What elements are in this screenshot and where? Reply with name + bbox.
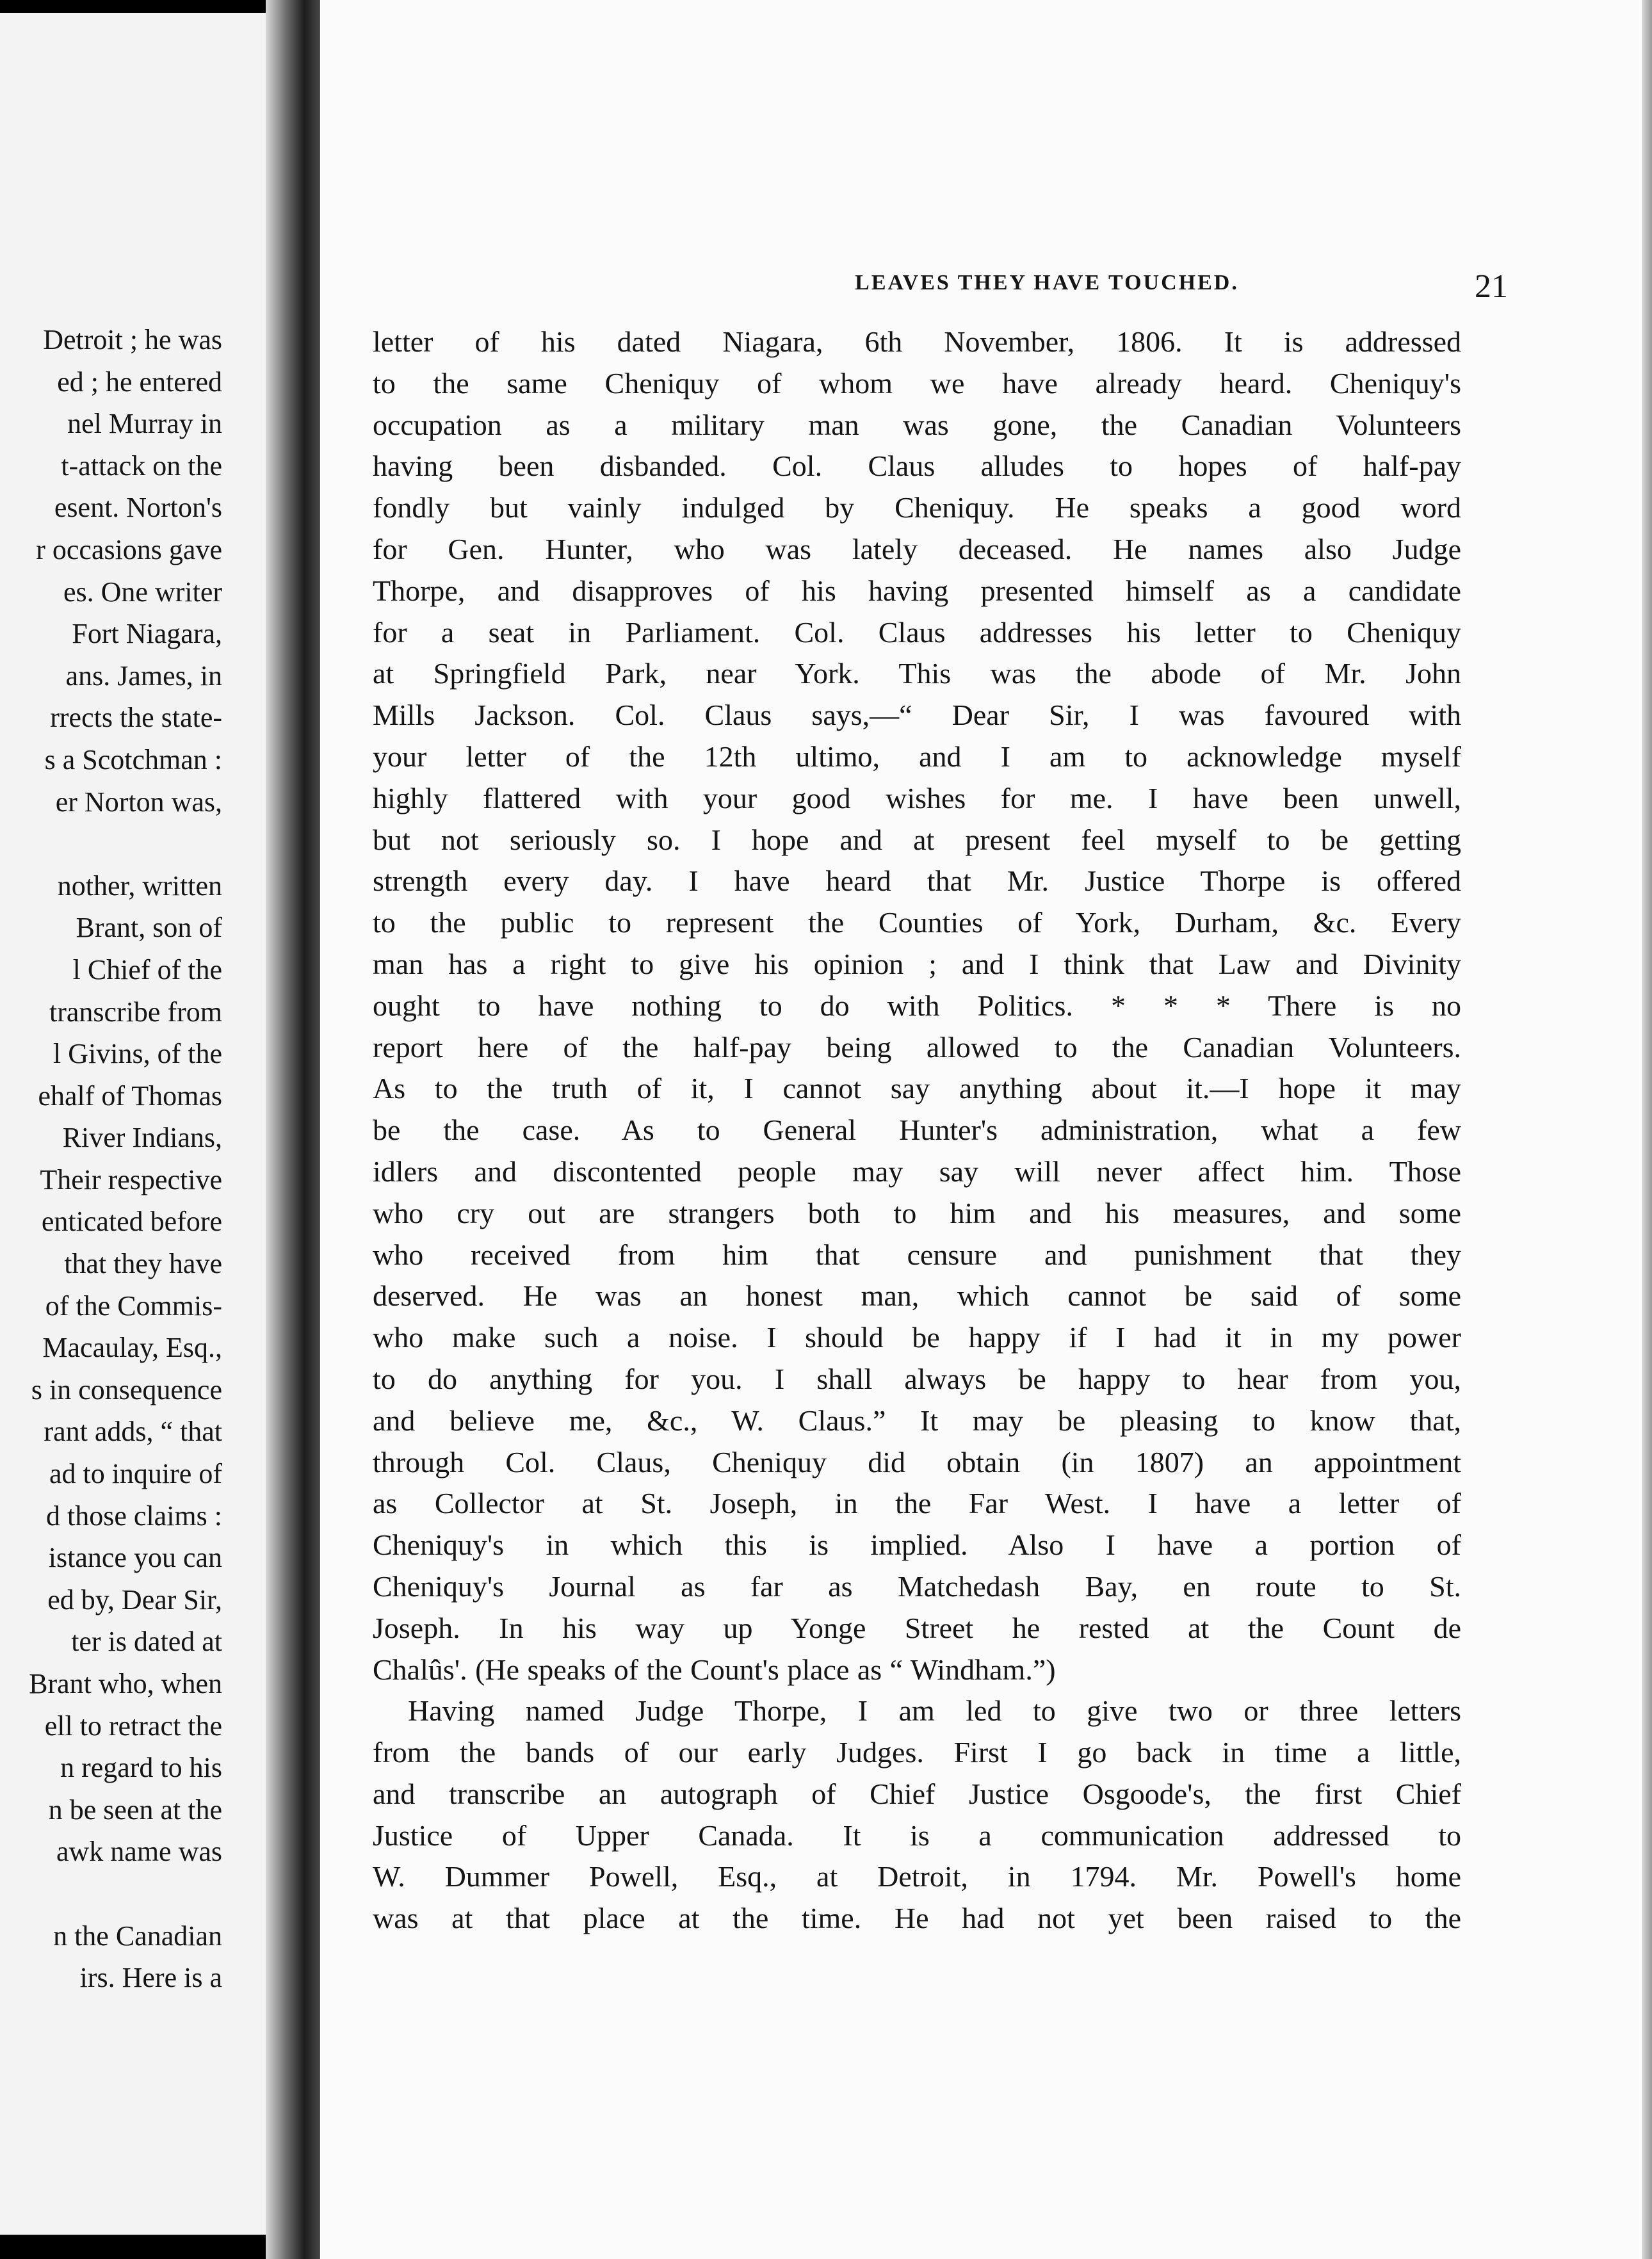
text-line: to the public to represent the Counties of York, Durham, &c. Every [373, 906, 1461, 939]
text-line: from the bands of our early Judges. First I go back in time a little, [373, 1736, 1461, 1769]
text-line: Joseph. In his way up Yonge Street he rested at the Count de [373, 1611, 1461, 1644]
text-line: Chalûs'. (He speaks of the Count's place as “ Windham.”) [373, 1653, 1056, 1686]
text-line: As to the truth of it, I cannot say anything about it.—I hope it may [373, 1072, 1461, 1105]
text-line: W. Dummer Powell, Esq., at Detroit, in 1794. Mr. Powell's home [373, 1860, 1461, 1893]
left-facing-page [0, 13, 272, 2235]
left-text-line: n be seen at the [48, 1793, 222, 1826]
left-text-line: rant adds, “ that [44, 1416, 222, 1448]
text-line: was at that place at the time. He had not yet been raised to the [373, 1902, 1461, 1935]
text-line: deserved. He was an honest man, which cannot be said of some [373, 1279, 1461, 1313]
right-page [320, 0, 1652, 2259]
text-line: report here of the half-pay being allowed to the Canadian Volunteers. [373, 1030, 1461, 1064]
text-line: ought to have nothing to do with Politics. * * * There is no [373, 989, 1461, 1022]
page-number: 21 [1475, 268, 1508, 305]
left-text-line: that they have [64, 1248, 222, 1280]
left-text-line: ans. James, in [65, 660, 222, 692]
left-text-line: of the Commis- [45, 1290, 222, 1322]
text-line: man has a right to give his opinion ; and I think that Law and Divinity [373, 947, 1461, 980]
text-line: idlers and discontented people may say will never affect him. Those [373, 1154, 1461, 1188]
left-text-line: istance you can [48, 1542, 222, 1574]
left-text-line: s a Scotchman : [44, 743, 222, 775]
left-text-line: ell to retract the [44, 1710, 222, 1742]
left-text-line: d those claims : [46, 1500, 222, 1532]
text-line: at Springfield Park, near York. This was the abode of Mr. John [373, 657, 1461, 690]
left-text-line: Their respective [40, 1163, 222, 1195]
left-text-line: River Indians, [62, 1122, 222, 1154]
running-head: LEAVES THEY HAVE TOUCHED. [855, 271, 1239, 295]
left-text-line: s in consequence [31, 1373, 222, 1405]
text-line: Mills Jackson. Col. Claus says,—“ Dear Sir, I was favoured with [373, 699, 1461, 732]
text-line: to do anything for you. I shall always be happy to hear from you, [373, 1362, 1461, 1395]
left-text-line: Macaulay, Esq., [42, 1332, 222, 1364]
left-text-line: l Givins, of the [53, 1038, 222, 1070]
left-text-line: ad to inquire of [49, 1458, 222, 1490]
left-text-line: n regard to his [60, 1752, 222, 1784]
paragraph-gap [0, 823, 222, 865]
left-text-line: rrects the state- [50, 702, 222, 734]
text-line: through Col. Claus, Cheniquy did obtain (in 1807) an appointment [373, 1445, 1461, 1478]
left-text-line: es. One writer [63, 576, 222, 608]
left-text-line: nother, written [57, 870, 222, 902]
paragraph-first-line: Having named Judge Thorpe, I am led to give two or three letters [408, 1694, 1461, 1728]
left-text-line: l Chief of the [72, 953, 222, 985]
text-line: Justice of Upper Canada. It is a communication addressed to [373, 1818, 1461, 1852]
text-line: Thorpe, and disapproves of his having presented himself as a candidate [373, 574, 1461, 607]
left-text-line: Brant, son of [76, 912, 222, 944]
left-text-line: ter is dated at [71, 1626, 222, 1658]
left-text-line: ed by, Dear Sir, [47, 1583, 222, 1615]
text-line: fondly but vainly indulged by Cheniquy. He speaks a good word [373, 491, 1461, 524]
left-text-line: Fort Niagara, [72, 618, 222, 650]
left-text-line: er Norton was, [55, 786, 222, 818]
left-text-line: n the Canadian [53, 1920, 222, 1952]
text-line: and transcribe an autograph of Chief Justice Osgoode's, the first Chief [373, 1777, 1461, 1810]
left-text-line: ed ; he entered [57, 366, 222, 398]
text-line: letter of his dated Niagara, 6th November, 1806. It is addressed [373, 325, 1461, 358]
left-text-line: irs. Here is a [79, 1962, 222, 1994]
page-edge [1642, 0, 1652, 2259]
text-line: highly flattered with your good wishes for me. I have been unwell, [373, 781, 1461, 814]
text-line: who cry out are strangers both to him and his measures, and some [373, 1196, 1461, 1229]
text-line: Cheniquy's Journal as far as Matchedash Bay, en route to St. [373, 1569, 1461, 1603]
text-line: for Gen. Hunter, who was lately deceased. He names also Judge [373, 532, 1461, 565]
left-text-line: r occasions gave [36, 533, 222, 565]
text-line: for a seat in Parliament. Col. Claus addresses his letter to Cheniquy [373, 615, 1461, 649]
left-text-line: Detroit ; he was [43, 324, 222, 355]
text-line: having been disbanded. Col. Claus alludes to hopes of half-pay [373, 449, 1461, 483]
text-line: occupation as a military man was gone, the Canadian Volunteers [373, 408, 1461, 441]
left-page-text-column [0, 319, 222, 1999]
left-text-line: transcribe from [49, 996, 222, 1028]
left-text-line: ehalf of Thomas [38, 1080, 222, 1112]
left-text-line: awk name was [56, 1836, 222, 1868]
body-text [373, 321, 1461, 1939]
left-text-line: enticated before [41, 1206, 222, 1238]
text-line: and believe me, &c., W. Claus.” It may be pleasing to know that, [373, 1404, 1461, 1437]
left-text-line: esent. Norton's [54, 492, 222, 524]
left-text-line: t-attack on the [61, 449, 222, 482]
text-line: as Collector at St. Joseph, in the Far West. I have a letter of [373, 1487, 1461, 1520]
left-text-line: nel Murray in [67, 408, 222, 440]
left-text-line: Brant who, when [29, 1668, 222, 1699]
text-line: to the same Cheniquy of whom we have already heard. Cheniquy's [373, 366, 1461, 400]
text-line: who make such a noise. I should be happy if I had it in my power [373, 1321, 1461, 1354]
text-line: Cheniquy's in which this is implied. Also I have a portion of [373, 1528, 1461, 1562]
text-line: your letter of the 12th ultimo, and I am to acknowledge myself [373, 740, 1461, 773]
paragraph-gap [0, 1873, 222, 1915]
text-line: be the case. As to General Hunter's administration, what a few [373, 1113, 1461, 1147]
text-line: who received from him that censure and punishment that they [373, 1238, 1461, 1271]
text-line: strength every day. I have heard that Mr. Justice Thorpe is offered [373, 864, 1461, 898]
text-line: but not seriously so. I hope and at present feel myself to be getting [373, 823, 1461, 856]
